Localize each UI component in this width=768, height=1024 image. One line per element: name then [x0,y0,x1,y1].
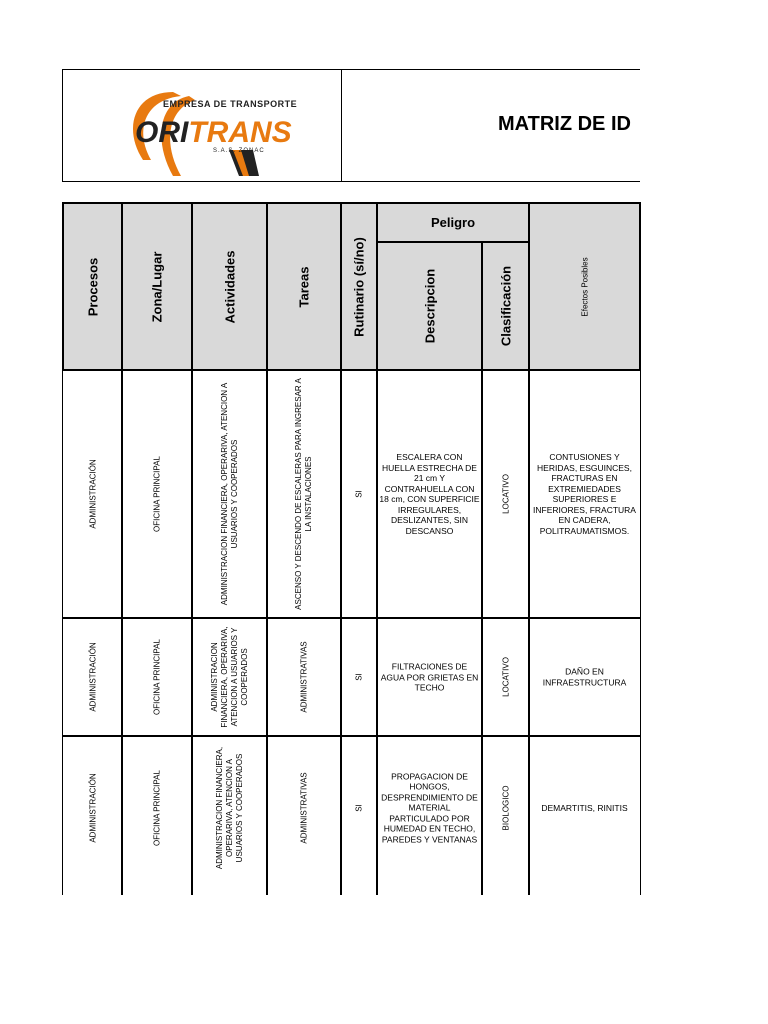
col-header-actividades-label: Actividades [222,250,237,323]
table-row-1-tarea [266,369,342,619]
logo-sub: S.A.S. ZONAC [213,148,265,154]
table-row-1-rutinario [340,369,378,619]
col-header-efectos-label: Efectos Posibles [580,256,589,317]
table-row-2-descripcion [376,617,483,737]
table-row-2-clasificacion [481,617,530,737]
cell-text: ADMINISTRATIVAS [299,641,309,713]
cell-text: OFICINA PRINCIPAL [152,639,162,715]
company-logo [63,70,341,181]
cell-text: FILTRACIONES DE AGUA POR GRIETAS EN TECHO [380,661,479,693]
cell-text: ADMINISTRATIVAS [299,771,309,844]
col-header-tareas-label: Tareas [296,266,312,307]
table-row-1-descripcion [376,369,483,619]
cell-text: ADMINISTRACIÓN [88,642,97,712]
table-row-2-proceso [62,617,123,737]
logo-name-b: TRANS [188,116,292,149]
table-row-2-efectos [528,617,641,737]
table-row-1-zona [121,369,193,619]
cell-text: SI [354,673,364,681]
table-row-1-efectos [528,369,641,619]
cell-text: ADMINISTRACION FINANCIERA, OPERARIVA, ATENCION A USUARIOS Y COOPERADOS [209,626,249,728]
cell-text: ESCALERA CON HUELLA ESTRECHA DE 21 cm Y CONTRAHUELLA CON 18 cm, CON SUPERFICIE IRREGULARES, DESLIZANTES, SIN DESCANSO [379,452,480,536]
cell-text: SI [354,803,364,812]
cell-text: OFICINA PRINCIPAL [152,456,162,532]
col-header-clasificacion [481,241,530,371]
col-header-actividades [191,202,268,371]
col-header-tareas [266,202,342,371]
col-header-rutinario-label: Rutinario (sí/no) [351,236,367,337]
table-row-3-zona [121,735,193,895]
table-row-1-proceso [62,369,123,619]
table-row-2-tarea [266,617,342,737]
col-header-rutinario [340,202,378,371]
table-row-3-tarea [266,735,342,895]
table-row-1-clasificacion [481,369,530,619]
table-row-2-rutinario [340,617,378,737]
cell-text: ADMINISTRACION FINANCIERA, OPERARIVA, ATENCION A USUARIOS Y COOPERADOS [214,746,244,869]
col-header-descripcion [376,241,483,371]
logo-tagline: EMPRESA DE TRANSPORTE [163,99,298,109]
logo-cell [63,70,342,181]
col-header-clasificacion-label: Clasificación [498,265,513,347]
col-header-procesos [62,202,123,371]
cell-text: PROPAGACION DE HONGOS, DESPRENDIMIENTO DE MATERIAL PARTICULADO POR HUMEDAD EN TECHO, PAREDES Y VENTANAS [381,770,478,844]
cell-text: OFICINA PRINCIPAL [152,769,162,846]
page-title: MATRIZ DE ID [498,113,631,135]
col-header-peligro [376,202,530,243]
table-row-3-clasificacion [481,735,530,895]
table-row-3-rutinario [340,735,378,895]
title-cell [341,70,640,181]
cell-text: CONTUSIONES Y HERIDAS, ESGUINCES, FRACTURAS EN EXTREMIEDADES SUPERIORES E INFERIORES, FRACTURA EN CADERA, POLITRAUMATISMOS. [533,452,636,536]
cell-text: DAÑO EN INFRAESTRUCTURA [542,666,627,687]
cell-text: ADMINISTRACION FINANCIERA, OPERARIVA, ATENCION A USUARIOS Y COOPERADOS [219,382,239,606]
svg-text:ORITRANS [135,116,292,149]
cell-text: ADMINISTRACIÓN [88,459,97,529]
cell-text: ADMINISTRACIÓN [88,772,97,843]
cell-text: SI [354,490,364,498]
cell-text: DEMARTITIS, RINITIS [541,802,628,813]
table-row-3-descripcion [376,735,483,895]
cell-text: LOCATIVO [501,474,510,514]
table-row-1-actividad [191,369,268,619]
col-header-descripcion-label: Descripcion [422,268,437,344]
table-row-3-actividad [191,735,268,895]
table-row-2-actividad [191,617,268,737]
col-header-procesos-label: Procesos [85,257,100,316]
table-row-3-efectos [528,735,641,895]
logo-name-a: ORI [135,116,189,149]
table-row-3-proceso [62,735,123,895]
cell-text: BIOLOGICO [501,785,510,830]
col-header-zona-label: Zona/Lugar [149,251,165,322]
cell-text: LOCATIVO [501,657,510,697]
col-header-efectos [528,202,641,371]
cell-text: ASCENSO Y DESCENDO DE ESCALERAS PARA INGRESAR A LA INSTALACIONES [294,378,313,610]
col-header-peligro-label: Peligro [430,215,476,230]
col-header-zona [121,202,193,371]
table-row-2-zona [121,617,193,737]
